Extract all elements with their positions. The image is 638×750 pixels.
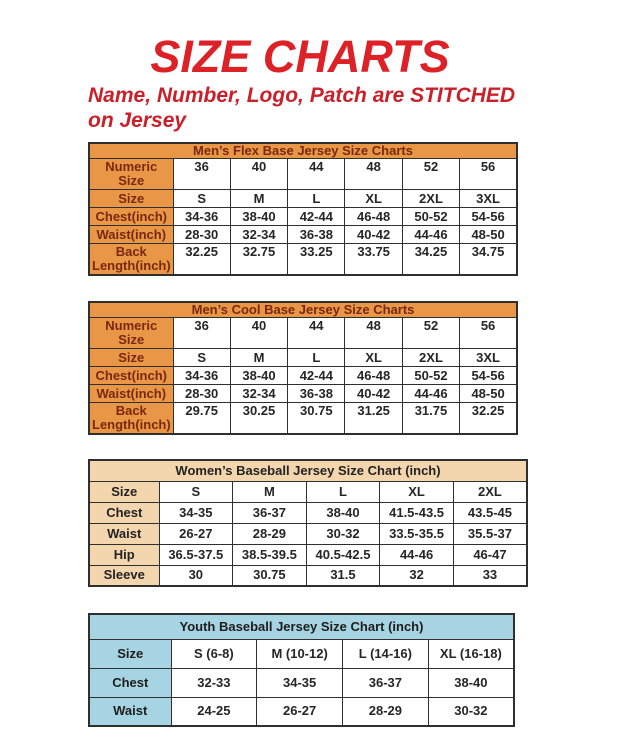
size-value-cell: 3XL <box>460 190 517 208</box>
size-value-cell: 34-35 <box>159 502 233 523</box>
row-label: Waist(inch) <box>89 385 173 403</box>
row-label: Waist(inch) <box>89 226 173 244</box>
womens-baseball-table-title: Women’s Baseball Jersey Size Chart (inch) <box>89 460 527 481</box>
row-label: Numeric Size <box>89 318 173 349</box>
size-value-cell: 48 <box>345 318 402 349</box>
table-row <box>89 481 527 502</box>
table-row <box>89 403 517 435</box>
size-value-cell: 26-27 <box>257 697 343 726</box>
row-label: Chest <box>89 502 159 523</box>
size-value-cell: 48-50 <box>460 385 517 403</box>
size-value-cell: 32-33 <box>171 668 257 697</box>
mens-flex-base-title-row <box>89 143 517 159</box>
size-value-cell: 36 <box>173 318 230 349</box>
size-value-cell: 33.25 <box>288 244 345 276</box>
size-value-cell: 31.75 <box>402 403 459 435</box>
table-row <box>89 318 517 349</box>
size-value-cell: 42-44 <box>288 208 345 226</box>
size-value-cell: 40 <box>230 159 287 190</box>
size-value-cell: 30-32 <box>306 523 380 544</box>
size-value-cell: 28-30 <box>173 385 230 403</box>
row-label: Sleeve <box>89 565 159 586</box>
size-value-cell: 38-40 <box>230 367 287 385</box>
row-label: Size <box>89 481 159 502</box>
size-value-cell: M (10-12) <box>257 639 343 668</box>
table-row <box>89 697 514 726</box>
size-value-cell: 44 <box>288 318 345 349</box>
page-subtitle-line2: on Jersey <box>88 109 187 132</box>
size-value-cell: XL <box>345 349 402 367</box>
table-row <box>89 244 517 276</box>
size-value-cell: 34.25 <box>402 244 459 276</box>
size-value-cell: 34-36 <box>173 208 230 226</box>
size-value-cell: 36-38 <box>288 226 345 244</box>
size-value-cell: XL (16-18) <box>428 639 514 668</box>
mens-flex-base-size-table <box>88 142 518 276</box>
page-title: SIZE CHARTS <box>150 31 450 82</box>
size-value-cell: 30.75 <box>288 403 345 435</box>
table-row <box>89 367 517 385</box>
size-value-cell: 43.5-45 <box>453 502 527 523</box>
size-value-cell: 44 <box>288 159 345 190</box>
womens-baseball-title-row <box>89 460 527 481</box>
mens-cool-base-table-title: Men’s Cool Base Jersey Size Charts <box>89 302 517 318</box>
size-value-cell: M <box>230 190 287 208</box>
size-value-cell: 29.75 <box>173 403 230 435</box>
row-label: Waist <box>89 697 171 726</box>
table-row <box>89 385 517 403</box>
size-value-cell: 30.25 <box>230 403 287 435</box>
size-value-cell: 44-46 <box>380 544 454 565</box>
size-value-cell: 3XL <box>460 349 517 367</box>
size-value-cell: S <box>159 481 233 502</box>
mens-cool-base-size-table <box>88 301 518 435</box>
size-value-cell: 46-48 <box>345 208 402 226</box>
size-value-cell: XL <box>380 481 454 502</box>
page-subtitle-line1: Name, Number, Logo, Patch are STITCHED <box>88 84 516 107</box>
size-value-cell: 34.75 <box>460 244 517 276</box>
size-value-cell: 54-56 <box>460 208 517 226</box>
size-value-cell: 44-46 <box>402 226 459 244</box>
size-value-cell: 40.5-42.5 <box>306 544 380 565</box>
size-value-cell: 28-29 <box>343 697 429 726</box>
youth-baseball-size-table <box>88 613 515 727</box>
size-value-cell: S <box>173 349 230 367</box>
row-label: Size <box>89 639 171 668</box>
size-value-cell: M <box>230 349 287 367</box>
size-value-cell: L (14-16) <box>343 639 429 668</box>
size-value-cell: 33 <box>453 565 527 586</box>
table-row <box>89 349 517 367</box>
size-value-cell: 34-36 <box>173 367 230 385</box>
size-value-cell: 35.5-37 <box>453 523 527 544</box>
size-value-cell: 32.25 <box>173 244 230 276</box>
table-row <box>89 639 514 668</box>
table-row <box>89 208 517 226</box>
size-value-cell: 28-30 <box>173 226 230 244</box>
size-value-cell: 36-37 <box>233 502 307 523</box>
size-value-cell: 48 <box>345 159 402 190</box>
youth-baseball-title-row <box>89 614 514 639</box>
size-value-cell: 24-25 <box>171 697 257 726</box>
size-value-cell: 48-50 <box>460 226 517 244</box>
mens-cool-base-title-row <box>89 302 517 318</box>
size-value-cell: 50-52 <box>402 208 459 226</box>
size-value-cell: 31.5 <box>306 565 380 586</box>
size-value-cell: 40-42 <box>345 385 402 403</box>
size-value-cell: 46-47 <box>453 544 527 565</box>
size-value-cell: 32 <box>380 565 454 586</box>
row-label: Hip <box>89 544 159 565</box>
row-label: Chest(inch) <box>89 208 173 226</box>
size-value-cell: 56 <box>460 159 517 190</box>
size-value-cell: 36-37 <box>343 668 429 697</box>
size-value-cell: 38.5-39.5 <box>233 544 307 565</box>
size-value-cell: 50-52 <box>402 367 459 385</box>
size-value-cell: 46-48 <box>345 367 402 385</box>
row-label: Chest(inch) <box>89 367 173 385</box>
size-value-cell: 36.5-37.5 <box>159 544 233 565</box>
size-value-cell: 32.75 <box>230 244 287 276</box>
size-value-cell: S (6-8) <box>171 639 257 668</box>
size-value-cell: 2XL <box>402 349 459 367</box>
size-value-cell: 2XL <box>453 481 527 502</box>
size-value-cell: 33.5-35.5 <box>380 523 454 544</box>
size-value-cell: 41.5-43.5 <box>380 502 454 523</box>
size-value-cell: 38-40 <box>428 668 514 697</box>
size-value-cell: L <box>288 190 345 208</box>
table-row <box>89 565 527 586</box>
row-label: Back Length(inch) <box>89 244 173 276</box>
table-row <box>89 668 514 697</box>
size-value-cell: 44-46 <box>402 385 459 403</box>
size-value-cell: 52 <box>402 318 459 349</box>
size-value-cell: 36-38 <box>288 385 345 403</box>
size-value-cell: 54-56 <box>460 367 517 385</box>
row-label: Waist <box>89 523 159 544</box>
womens-baseball-size-table <box>88 459 528 587</box>
size-value-cell: 40 <box>230 318 287 349</box>
size-value-cell: 32-34 <box>230 385 287 403</box>
size-value-cell: 30-32 <box>428 697 514 726</box>
table-row <box>89 544 527 565</box>
size-value-cell: 40-42 <box>345 226 402 244</box>
row-label: Size <box>89 349 173 367</box>
table-row <box>89 159 517 190</box>
size-value-cell: 28-29 <box>233 523 307 544</box>
size-value-cell: 56 <box>460 318 517 349</box>
mens-flex-base-table-title: Men’s Flex Base Jersey Size Charts <box>89 143 517 159</box>
size-value-cell: 38-40 <box>230 208 287 226</box>
size-value-cell: 36 <box>173 159 230 190</box>
youth-baseball-table-title: Youth Baseball Jersey Size Chart (inch) <box>89 614 514 639</box>
table-row <box>89 190 517 208</box>
size-value-cell: M <box>233 481 307 502</box>
page-subtitle <box>88 83 638 133</box>
size-value-cell: 34-35 <box>257 668 343 697</box>
size-value-cell: 2XL <box>402 190 459 208</box>
size-value-cell: 30 <box>159 565 233 586</box>
size-value-cell: 42-44 <box>288 367 345 385</box>
table-row <box>89 502 527 523</box>
size-value-cell: L <box>288 349 345 367</box>
table-row <box>89 523 527 544</box>
row-label: Size <box>89 190 173 208</box>
size-value-cell: 31.25 <box>345 403 402 435</box>
table-row <box>89 226 517 244</box>
size-value-cell: 38-40 <box>306 502 380 523</box>
size-value-cell: 30.75 <box>233 565 307 586</box>
row-label: Chest <box>89 668 171 697</box>
size-value-cell: 26-27 <box>159 523 233 544</box>
size-value-cell: 52 <box>402 159 459 190</box>
size-value-cell: L <box>306 481 380 502</box>
size-value-cell: 32.25 <box>460 403 517 435</box>
size-value-cell: XL <box>345 190 402 208</box>
size-value-cell: 32-34 <box>230 226 287 244</box>
size-value-cell: S <box>173 190 230 208</box>
row-label: Back Length(inch) <box>89 403 173 435</box>
row-label: Numeric Size <box>89 159 173 190</box>
size-value-cell: 33.75 <box>345 244 402 276</box>
